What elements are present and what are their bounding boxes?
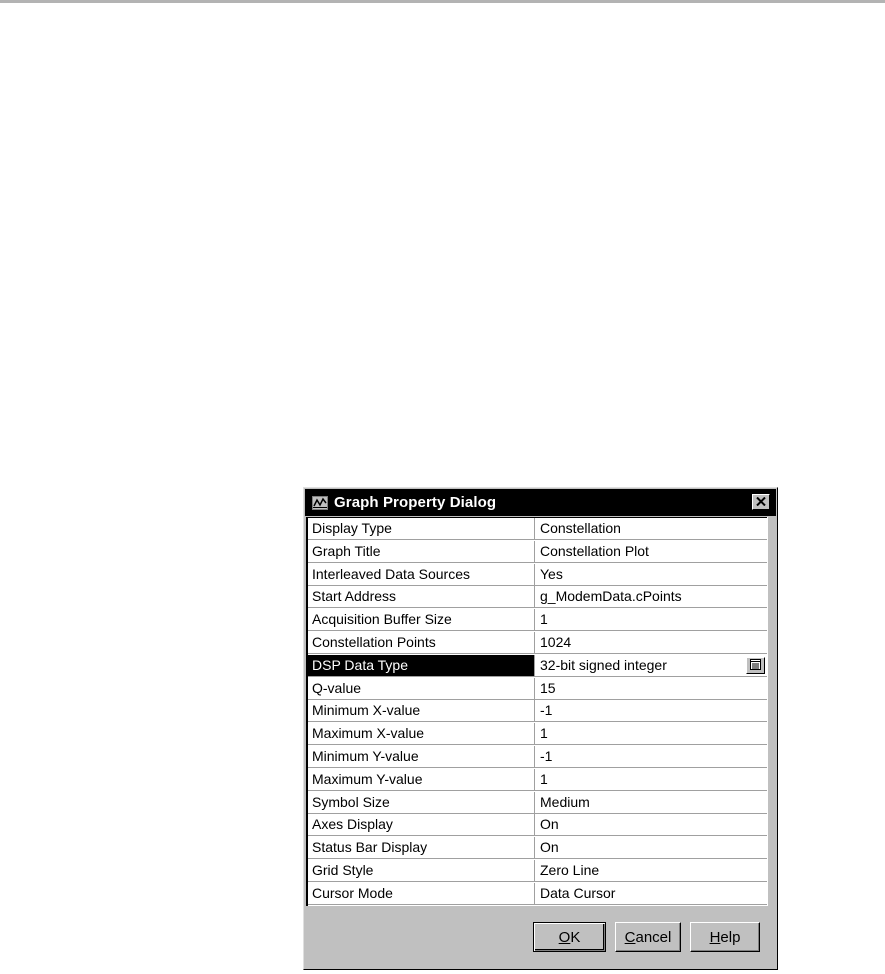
property-row[interactable] (308, 541, 767, 563)
property-row[interactable] (308, 564, 767, 586)
property-row[interactable] (308, 723, 767, 745)
property-name[interactable]: Axes Display (308, 814, 535, 835)
property-value[interactable]: 15 (540, 679, 556, 696)
property-value[interactable]: g_ModemData.cPoints (540, 588, 682, 605)
property-value[interactable]: 1 (540, 611, 548, 628)
dialog-title: Graph Property Dialog (334, 494, 497, 511)
property-row[interactable] (308, 700, 767, 722)
page-top-rule (0, 0, 885, 3)
property-name[interactable]: Minimum X-value (308, 700, 535, 721)
property-value[interactable]: -1 (540, 702, 553, 719)
property-row[interactable] (308, 814, 767, 836)
property-value[interactable]: Constellation Plot (540, 542, 649, 559)
property-value[interactable]: 1 (540, 725, 548, 742)
property-value[interactable]: Yes (540, 565, 563, 582)
property-name[interactable]: Minimum Y-value (308, 746, 535, 767)
graph-property-dialog (303, 487, 778, 970)
property-value[interactable]: Constellation (540, 520, 621, 536)
property-row[interactable] (308, 746, 767, 768)
property-name[interactable]: Maximum Y-value (308, 769, 535, 790)
property-name[interactable]: Grid Style (308, 860, 535, 881)
property-row[interactable] (308, 769, 767, 791)
property-value[interactable]: 1024 (540, 634, 572, 650)
dialog-titlebar[interactable] (305, 489, 776, 516)
ok-label-rest: K (570, 928, 581, 946)
property-grid (306, 517, 767, 906)
property-name[interactable]: Interleaved Data Sources (308, 564, 535, 585)
close-icon (756, 493, 766, 511)
property-row[interactable] (308, 518, 767, 540)
ok-mnemonic: O (558, 928, 571, 946)
help-button[interactable] (690, 922, 760, 952)
help-label-rest: elp (720, 928, 741, 946)
property-value[interactable]: 32-bit signed integer (540, 656, 667, 673)
property-name[interactable]: Cursor Mode (308, 883, 535, 904)
cancel-mnemonic: C (624, 928, 636, 946)
property-name[interactable]: DSP Data Type (308, 655, 535, 676)
property-row[interactable] (308, 860, 767, 882)
property-value[interactable]: Data Cursor (540, 884, 616, 901)
property-name[interactable]: Status Bar Display (308, 837, 535, 858)
help-mnemonic: H (709, 928, 721, 946)
property-name[interactable]: Maximum X-value (308, 723, 535, 744)
graph-icon (312, 496, 328, 510)
property-grid-edge (767, 517, 768, 906)
property-name[interactable]: Acquisition Buffer Size (308, 609, 535, 630)
property-value[interactable]: 1 (540, 770, 548, 787)
property-value[interactable]: -1 (540, 748, 553, 764)
property-row[interactable] (308, 586, 767, 608)
property-name[interactable]: Display Type (308, 518, 535, 539)
ok-button[interactable] (533, 922, 606, 952)
property-name[interactable]: Constellation Points (308, 632, 535, 653)
list-dropdown-icon (750, 657, 761, 673)
cancel-label-rest: ancel (635, 928, 672, 946)
dropdown-button[interactable] (746, 657, 765, 674)
property-row[interactable] (308, 609, 767, 631)
property-value[interactable]: Zero Line (540, 862, 600, 878)
property-row[interactable] (308, 883, 767, 905)
close-button[interactable] (752, 494, 770, 510)
property-name[interactable]: Symbol Size (308, 792, 535, 813)
property-value[interactable]: On (540, 816, 559, 833)
property-row[interactable] (308, 632, 767, 654)
property-row[interactable] (308, 792, 767, 814)
property-name[interactable]: Graph Title (308, 541, 535, 562)
property-name[interactable]: Q-value (308, 678, 535, 699)
property-row[interactable] (308, 678, 767, 700)
cancel-button[interactable] (615, 922, 681, 952)
property-row[interactable] (308, 837, 767, 859)
property-row[interactable] (308, 655, 767, 677)
property-value[interactable]: Medium (540, 793, 590, 810)
property-value[interactable]: On (540, 839, 559, 856)
property-name[interactable]: Start Address (308, 586, 535, 607)
